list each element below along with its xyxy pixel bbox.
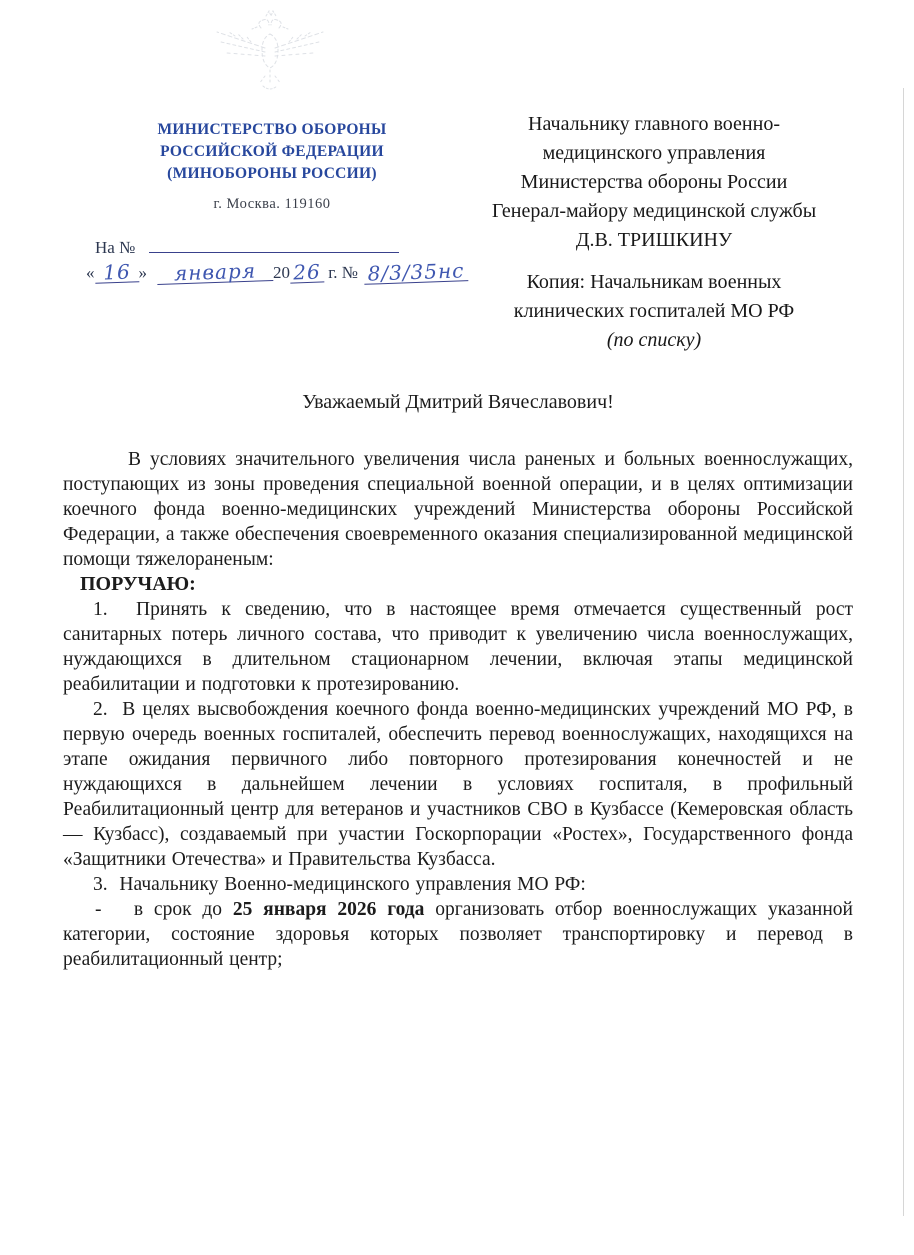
handwritten-month: января (157, 260, 274, 285)
ministry-city-line: г. Москва. 119160 (213, 196, 331, 212)
text-segment: - в срок до (95, 899, 233, 920)
ministry-name-line: МИНИСТЕРСТВО ОБОРОНЫ (157, 121, 387, 138)
letter-body (63, 390, 853, 972)
open-quote: « (86, 263, 95, 282)
addressee-block (448, 110, 860, 255)
ministry-name-line: (МИНОБОРОНЫ РОССИИ) (167, 165, 377, 182)
na-no-label: На № (95, 238, 136, 257)
addressee-line: Генерал-майору медицинской службы (491, 200, 817, 222)
close-quote: » (138, 263, 147, 282)
ministry-name-line: РОССИЙСКОЙ ФЕДЕРАЦИИ (160, 143, 384, 160)
body-paragraph (63, 447, 853, 572)
addressee-line: медицинского управления (542, 142, 766, 164)
body-paragraphs (63, 447, 853, 972)
reference-blank-line (149, 236, 399, 253)
salutation: Уважаемый Дмитрий Вячеславович! (302, 391, 614, 413)
addressee-line: Министерства обороны России (520, 171, 788, 193)
addressee-name-line: Д.В. ТРИШКИНУ (575, 229, 733, 251)
copy-list-note: (по списку) (606, 329, 702, 351)
date-number-line (86, 258, 468, 286)
text-segment: 1. Принять к сведению, что в настоящее время отмечается существенный рост санитарных потерь личного состава, что приводит к увеличению числа военнослужащих, нуждающихся в длительном стационарном лечении, включая этапы медицинской реабилитации и подготовки к протезированию. (63, 599, 853, 695)
handwritten-day: 16 (94, 261, 139, 284)
ministry-name-block (122, 119, 422, 185)
handwritten-year: 26 (290, 261, 325, 283)
copy-line: клинических госпиталей МО РФ (513, 300, 795, 322)
body-paragraph (63, 872, 853, 897)
text-segment: В условиях значительного увеличения числа раненых и больных военнослужащих, поступающих из зоны проведения специальной военной операции, и в целях оптимизации коечного фонда военно-медицинских учреждений Министерства обороны Российской Федерации, а также обеспечения своевременного оказания специализированной медицинской помощи тяжелораненым: (63, 449, 853, 570)
text-segment: 25 января 2026 года (232, 899, 425, 920)
copy-addressee-block (448, 268, 860, 355)
addressee-line: Начальнику главного военно- (528, 113, 780, 135)
copy-line: Копия: Начальникам военных (526, 271, 782, 293)
text-segment: 3. Начальнику Военно-медицинского управления МО РФ: (93, 874, 586, 895)
text-segment: 2. В целях высвобождения коечного фонда военно-медицинских учреждений МО РФ, в первую очередь военных госпиталей, обеспечить перевод военнослужащих, находящихся на этапе ожидания первичного либо повторного протезирования конечностей и не нуждающихся в дальнейшем лечении в условиях госпиталя, в профильный Реабилитационный центр для ветеранов и участников СВО в Кузбассе (Кемеровская область — Кузбасс), создаваемый при участии Госкорпорации «Ростех», Государственного фонда «Защитники Отечества» и Правительства Кузбасса. (63, 699, 853, 870)
text-segment: организовать отбор военнослужащих указанной категории, состояние здоровья которых позволяет транспортировку и перевод в реабилитационный центр; (63, 899, 853, 970)
body-paragraph (63, 697, 853, 872)
year-prefix: 20 (273, 263, 290, 282)
body-paragraph (63, 897, 853, 972)
ministry-emblem-eagle-icon (195, 6, 345, 102)
body-paragraph (63, 597, 853, 697)
reply-reference-line (95, 236, 399, 258)
text-segment: ПОРУЧАЮ: (80, 573, 196, 595)
g-no-label: г. № (328, 263, 359, 282)
handwritten-number: 8/3/35нс (364, 260, 469, 285)
body-paragraph (63, 572, 853, 597)
scan-edge-line (903, 88, 904, 1216)
